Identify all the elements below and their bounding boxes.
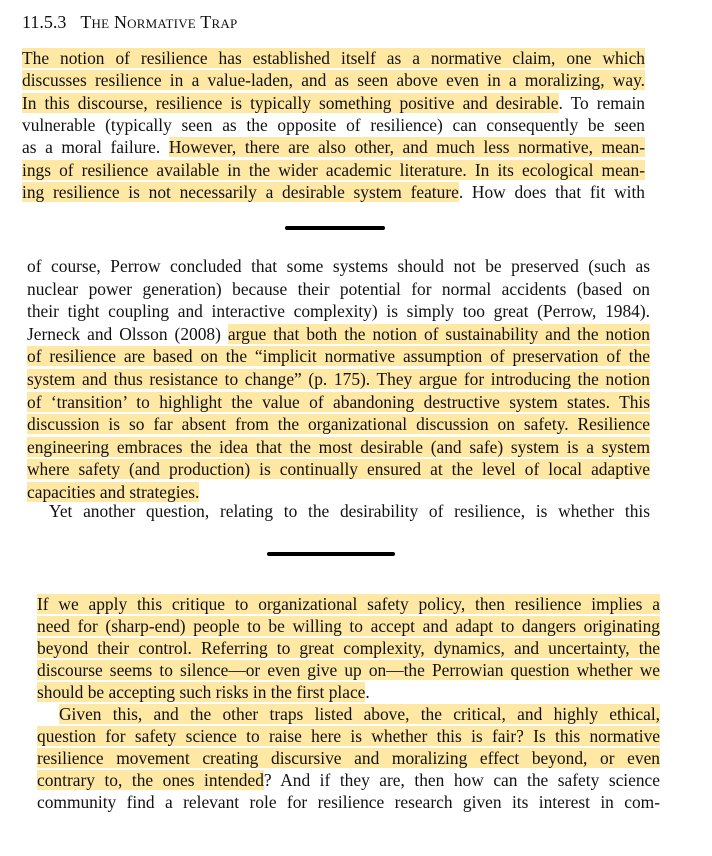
highlighted-text: engineering embraces the idea that the most desirable (and safe) system is a system bbox=[27, 436, 650, 457]
excerpt-1 bbox=[22, 48, 645, 208]
text-line bbox=[22, 93, 645, 113]
highlighted-text: beyond their control. Referring to great complexity, dynamics, and uncertainty, the bbox=[37, 638, 660, 658]
highlighted-text: If we apply this critique to organizational safety policy, then resilience implies a bbox=[37, 594, 660, 614]
excerpt-divider-1 bbox=[285, 226, 385, 230]
highlighted-text: discusses resilience in a value-laden, and as seen above even in a moralizing, way. bbox=[22, 70, 645, 91]
highlighted-text: discourse seems to silence—or even give up on—the Perrowian question whether we bbox=[37, 660, 660, 680]
text-line bbox=[27, 346, 650, 366]
highlighted-text: ings of resilience available in the wider academic literature. In its ecological mean- bbox=[22, 159, 645, 180]
excerpt-2 bbox=[27, 256, 650, 508]
text-run: community find a relevant role for resilience research given its interest in com- bbox=[37, 792, 660, 812]
highlighted-text: of resilience are based on the “implicit normative assumption of preservation of the bbox=[27, 346, 650, 367]
text-run: ? And if they are, then how can the safety science bbox=[263, 770, 660, 790]
text-line bbox=[27, 437, 650, 457]
text-line bbox=[22, 182, 645, 202]
highlighted-text: The notion of resilience has established itself as a normative claim, one which bbox=[22, 48, 645, 68]
highlighted-text: contrary to, the ones intended bbox=[37, 770, 264, 790]
text-line bbox=[27, 324, 650, 344]
text-line bbox=[27, 414, 650, 434]
text-line bbox=[27, 279, 650, 299]
text-line bbox=[22, 70, 645, 90]
text-line bbox=[27, 392, 650, 412]
highlighted-text: question for safety science to raise here is whether this is fair? Is this normative bbox=[37, 726, 660, 746]
text-line bbox=[37, 594, 660, 614]
text-run: nuclear power generation) because their potential for normal accidents (based on bbox=[27, 278, 650, 299]
highlighted-text: resilience movement creating discursive and moralizing effect beyond, or even bbox=[37, 748, 660, 768]
highlighted-text: Given this, and the other traps listed above, the critical, and highly ethical, bbox=[59, 704, 660, 724]
text-line bbox=[27, 369, 650, 389]
section-title: The Normative Trap bbox=[80, 12, 238, 32]
highlighted-text: In this discourse, resilience is typically something positive and desirable bbox=[22, 92, 559, 113]
cut-line-clip bbox=[27, 500, 650, 521]
section-number: 11.5.3 bbox=[22, 12, 67, 32]
text-line bbox=[22, 48, 645, 68]
text-line bbox=[37, 660, 660, 680]
text-run: Jerneck and Olsson (2008) bbox=[27, 323, 228, 344]
text-line bbox=[27, 256, 650, 276]
text-line bbox=[22, 160, 645, 180]
text-run: . bbox=[365, 682, 370, 702]
highlighted-text: capacities and strategies. bbox=[27, 482, 200, 502]
highlighted-text: of ‘transition’ to highlight the value of abandoning destructive system states. This bbox=[27, 391, 650, 412]
text-line bbox=[59, 704, 660, 724]
highlighted-text: system and thus resistance to change” (p. 175). They argue for introducing the notion bbox=[27, 369, 650, 389]
highlighted-text: should be accepting such risks in the first place bbox=[37, 682, 366, 702]
text-run: . How does that fit with bbox=[458, 181, 645, 202]
cut-off-line: Yet another question, relating to the desirability of resilience, is whether this bbox=[49, 501, 650, 521]
text-line bbox=[37, 638, 660, 658]
text-line bbox=[27, 301, 650, 321]
text-line bbox=[37, 682, 370, 702]
highlighted-text: argue that both the notion of sustainability and the notion bbox=[227, 323, 650, 344]
text-line bbox=[37, 770, 660, 790]
text-line bbox=[37, 726, 660, 746]
excerpt-divider-2 bbox=[267, 552, 395, 556]
text-line bbox=[37, 616, 660, 636]
highlighted-text: need for (sharp-end) people to be willing to accept and adapt to dangers originating bbox=[37, 616, 660, 636]
highlighted-text: discussion is so far absent from the organizational discussion on safety. Resilience bbox=[27, 414, 650, 435]
text-run: of course, Perrow concluded that some systems should not be preserved (such as bbox=[27, 256, 650, 276]
section-heading bbox=[22, 12, 237, 33]
text-line bbox=[22, 115, 645, 135]
text-run: vulnerable (typically seen as the opposite of resilience) can consequently be seen bbox=[22, 114, 645, 135]
text-line bbox=[27, 459, 650, 479]
text-line bbox=[22, 137, 645, 157]
text-line bbox=[37, 748, 660, 768]
highlighted-text: ing resilience is not necessarily a desirable system feature bbox=[22, 181, 459, 202]
highlighted-text: However, there are also other, and much less normative, mean- bbox=[168, 137, 645, 158]
text-run: their tight coupling and interactive complexity) is simply too great (Perrow, 1984). bbox=[27, 301, 650, 322]
highlighted-text: where safety (and production) is continually ensured at the level of local adaptive bbox=[27, 459, 650, 480]
text-run: as a moral failure. bbox=[22, 137, 169, 158]
text-line bbox=[27, 482, 199, 502]
text-line bbox=[37, 792, 660, 812]
excerpt-3 bbox=[37, 594, 660, 824]
text-run: . To remain bbox=[558, 92, 646, 113]
